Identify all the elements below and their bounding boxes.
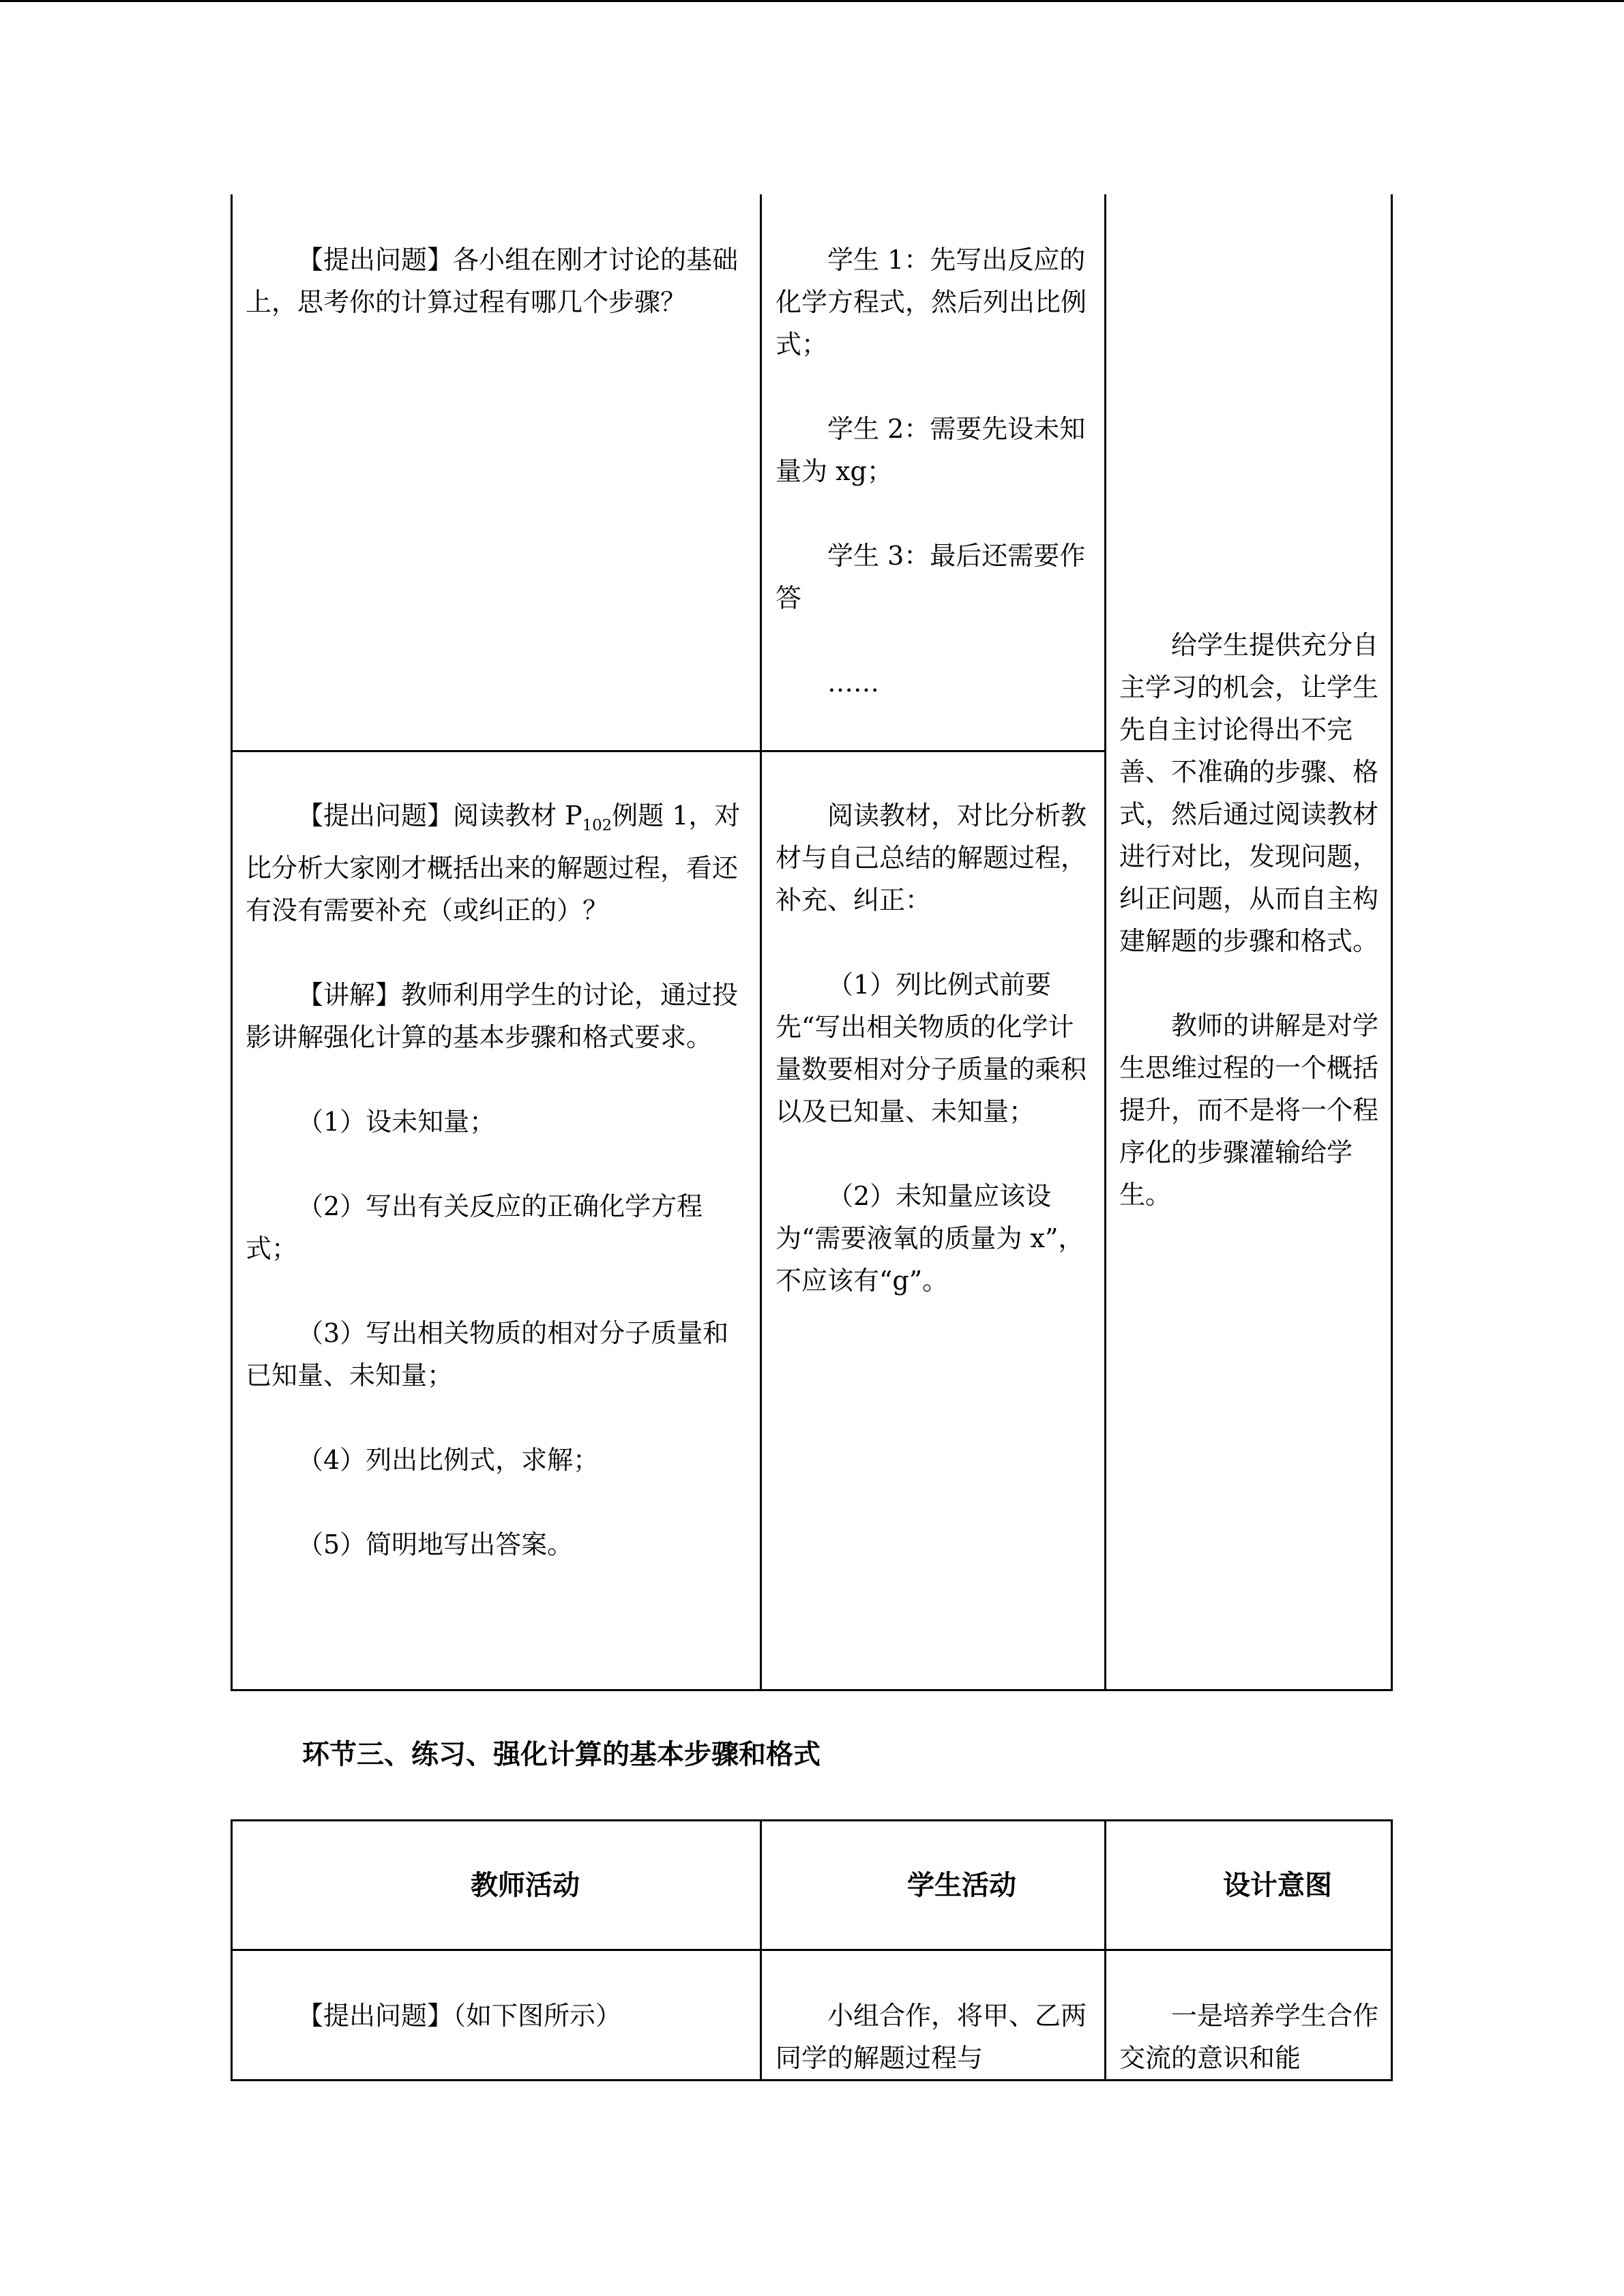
design-paragraph: 给学生提供充分自主学习的机会，让学生先自主讨论得出不完善、不准确的步骤、格式，然后通过阅读教材进行对比，发现问题，纠正问题，从而自主构建解题的步骤和格式。 <box>1119 630 1379 956</box>
table2-border-bottom <box>231 2079 1393 2081</box>
design-paragraph: 一是培养学生合作交流的意识和能 <box>1119 2001 1379 2073</box>
teacher-intro-text-cont: 例题 1，对比分析大家刚才概括出来的解题过程，看还有没有需要补充（或纠正的）？ <box>246 801 741 925</box>
student-paragraph: （1）列比例式前要先“写出相关物质的化学计量数要相对分子质量的乘积以及已知量、未知量； <box>776 970 1087 1127</box>
table1-row2-teacher-cell <box>246 794 743 1566</box>
header-teacher-activity: 教师活动 <box>471 1870 580 1901</box>
teacher-step: （3）写出相关物质的相对分子质量和已知量、未知量； <box>246 1317 729 1390</box>
table2-border-left <box>231 1819 233 2081</box>
table1-border-col3 <box>1104 194 1106 1691</box>
teacher-step: （5）简明地写出答案。 <box>297 1529 574 1560</box>
table1-row-divider <box>231 750 1106 752</box>
table2-border-right <box>1391 1819 1393 2081</box>
table1-row2-student-cell <box>776 794 1089 1302</box>
table2-row1-design-cell <box>1119 1995 1378 2079</box>
teacher-step: （4）列出比例式，求解； <box>297 1444 600 1475</box>
student-paragraph: 阅读教材，对比分析教材与自己总结的解题过程，补充、纠正： <box>776 801 1087 915</box>
header-student-activity: 学生活动 <box>907 1870 1016 1901</box>
table1-border-col2 <box>760 194 762 1691</box>
header-design-intent: 设计意图 <box>1223 1870 1332 1901</box>
teacher-intro-paragraph <box>246 794 743 931</box>
table1-border-left <box>231 194 233 1691</box>
teacher-intro-text: 【提出问题】阅读教材 P <box>297 801 582 831</box>
teacher-step: （1）设未知量； <box>297 1106 496 1137</box>
table1-row1-teacher-cell <box>246 239 743 323</box>
table2-border-col3 <box>1104 1819 1106 2081</box>
student-paragraph: 学生 2：需要先设未知量为 xg； <box>776 414 1086 486</box>
student-paragraph: 小组合作，将甲、乙两同学的解题过程与 <box>776 2001 1087 2073</box>
teacher-step: （2）写出有关反应的正确化学方程式； <box>246 1191 703 1264</box>
table2-border-top <box>231 1819 1393 1821</box>
table2-header-divider <box>231 1949 1393 1951</box>
student-paragraph: （2）未知量应该设为“需要液氧的质量为 x”，不应该有“g”。 <box>776 1181 1084 1296</box>
teacher-paragraph: 【提出问题】各小组在刚才讨论的基础上，思考你的计算过程有哪几个步骤？ <box>246 245 739 317</box>
page-top-border <box>0 0 1624 2</box>
student-paragraph: …… <box>827 668 879 698</box>
table1-border-right <box>1391 194 1393 1691</box>
student-paragraph: 学生 1：先写出反应的化学方程式，然后列出比例式； <box>776 245 1087 359</box>
table2-row1-teacher-cell <box>246 1995 743 2037</box>
design-paragraph: 教师的讲解是对学生思维过程的一个概括提升，而不是将一个程序化的步骤灌输给学生。 <box>1119 1011 1379 1210</box>
teacher-paragraph: 【讲解】教师利用学生的讨论，通过投影讲解强化计算的基本步骤和格式要求。 <box>246 979 739 1052</box>
student-paragraph: 学生 3：最后还需要作答 <box>776 541 1086 613</box>
table2-row1-student-cell <box>776 1995 1089 2079</box>
section-heading: 环节三、练习、强化计算的基本步骤和格式 <box>302 1739 821 1770</box>
table1-row1-student-cell <box>776 239 1089 704</box>
teacher-paragraph: 【提出问题】（如下图所示） <box>297 2001 622 2031</box>
table2-border-col2 <box>760 1819 762 2081</box>
table1-border-bottom <box>231 1689 1393 1691</box>
page-number-subscript: 102 <box>582 816 612 835</box>
table1-design-cell <box>1119 624 1378 1216</box>
